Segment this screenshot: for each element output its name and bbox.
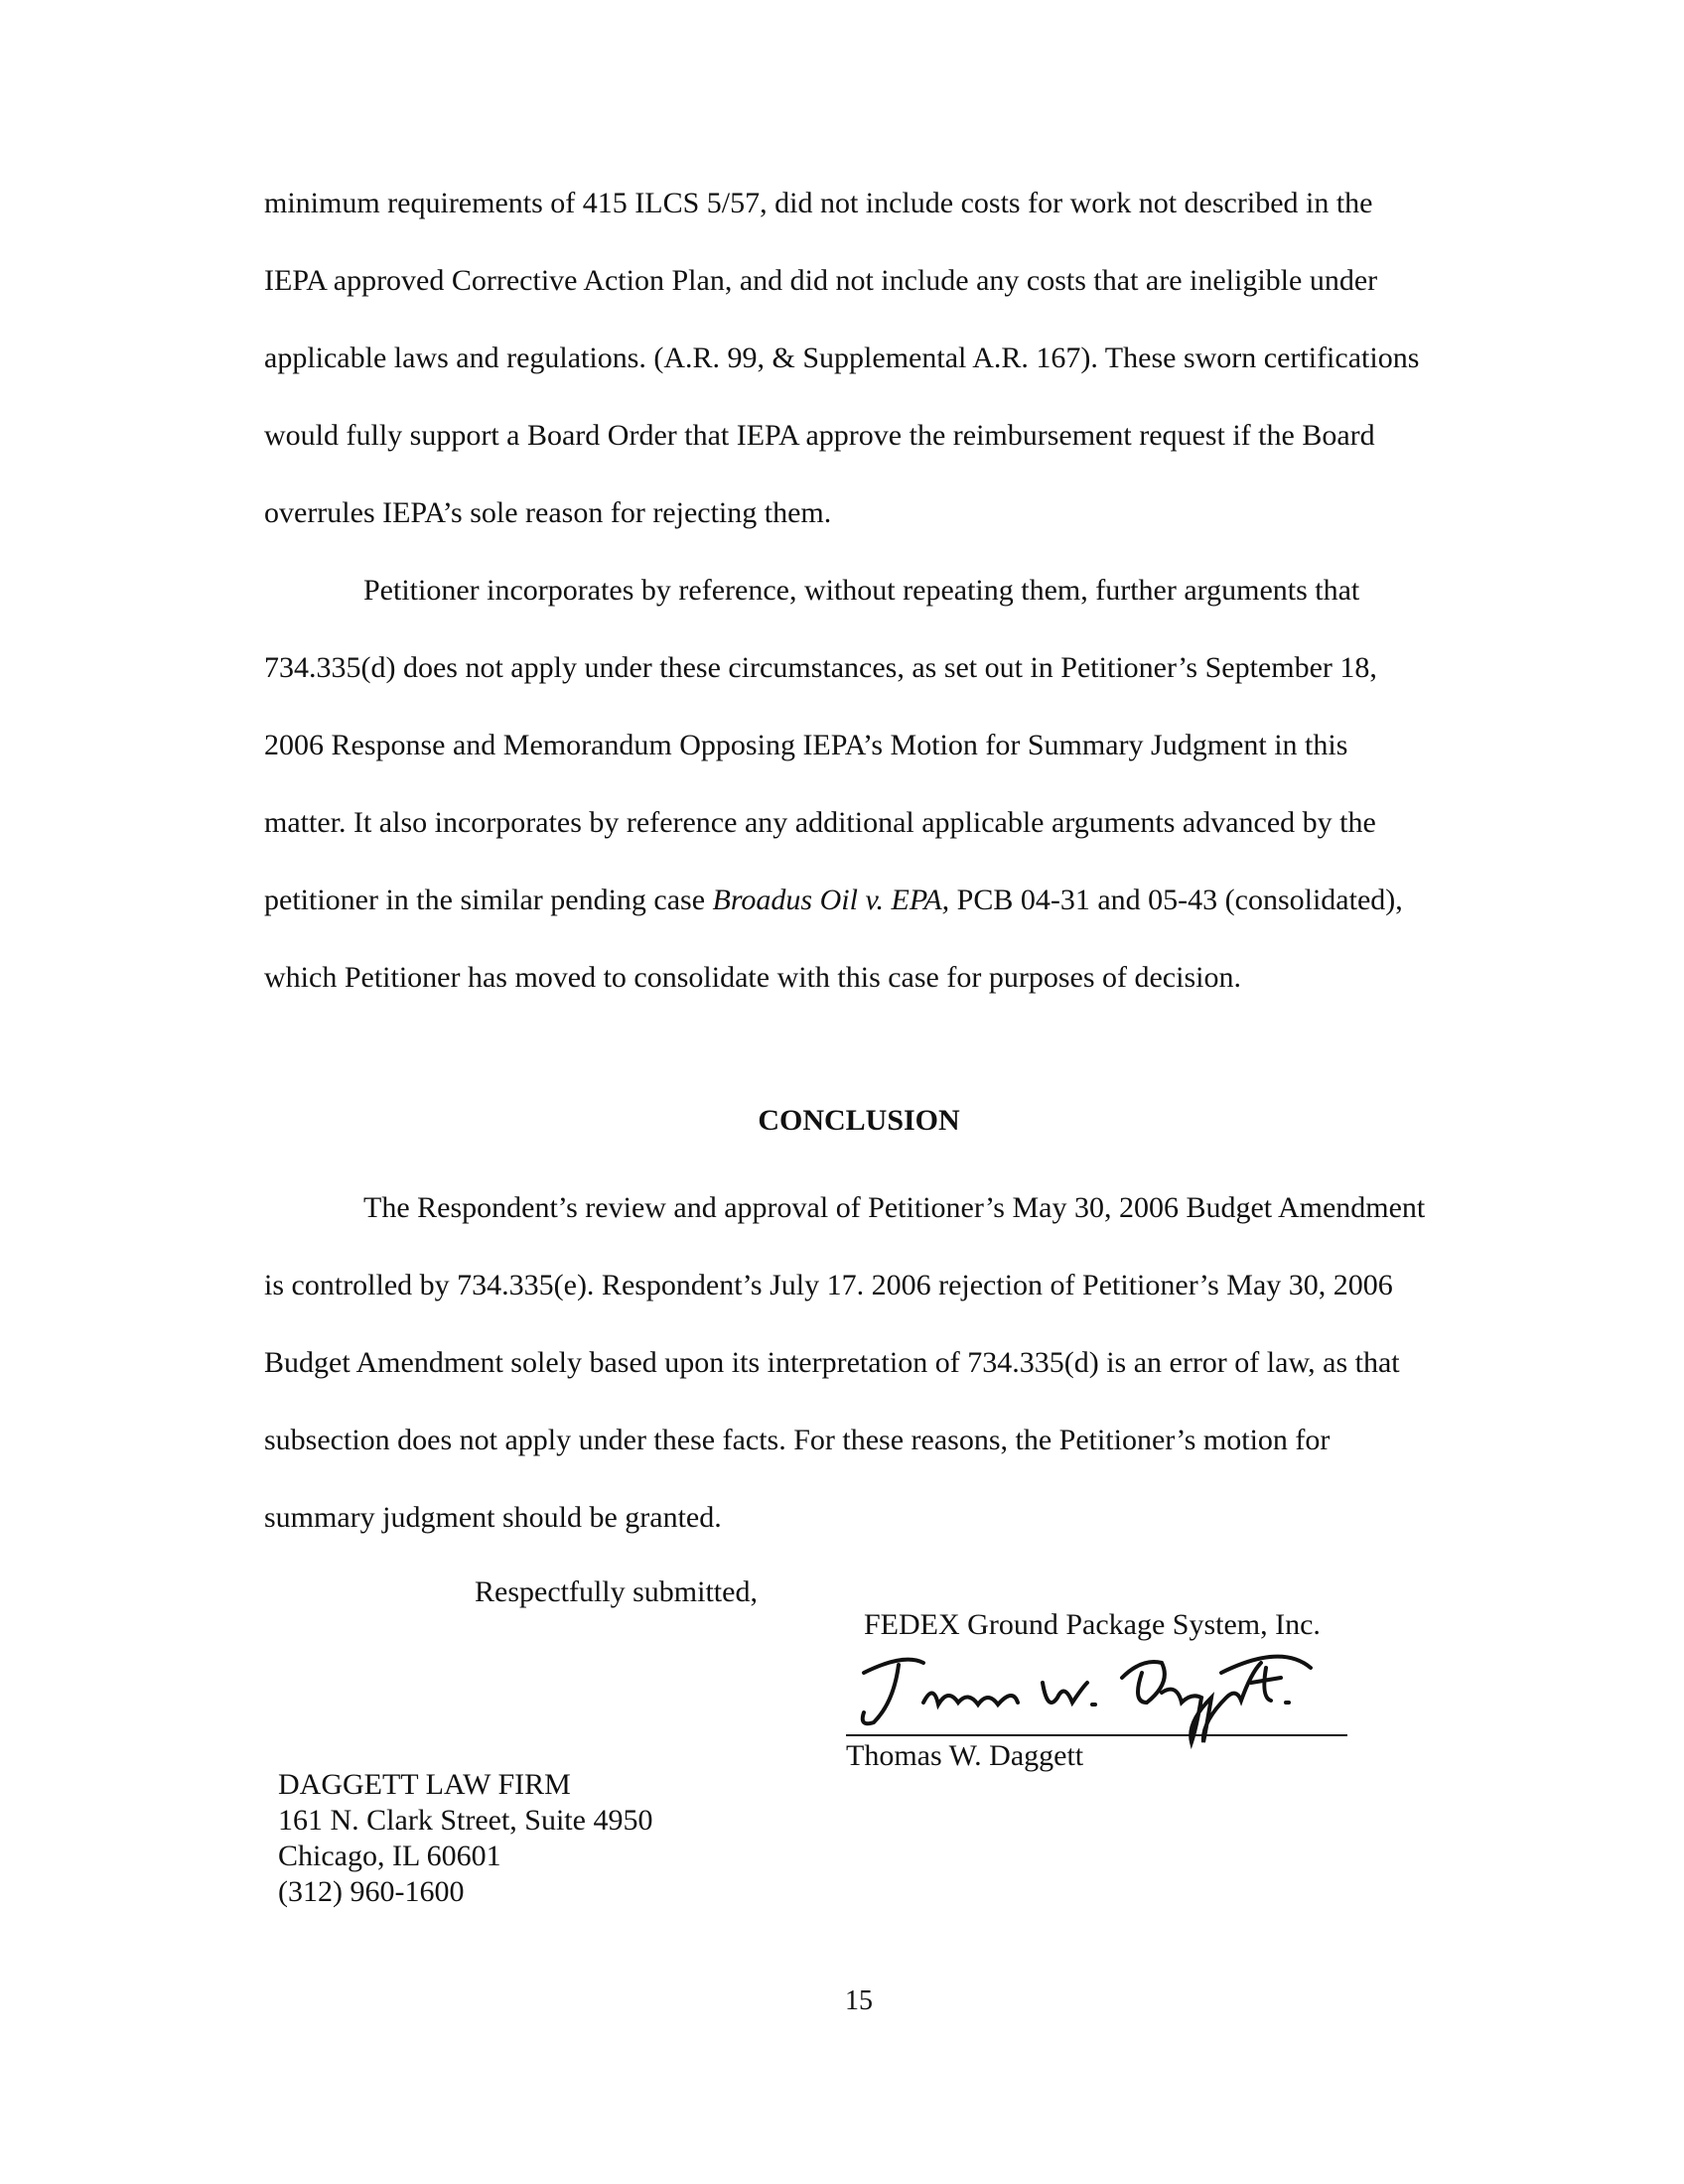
paragraph-text: PCB 04-31 and 05-43 (consolidated), which Petitioner has moved to consolidate with this case for purposes of decision. bbox=[264, 884, 1403, 994]
paragraph-text: Petitioner incorporates by reference, without repeating them, further arguments that 734.335(d) does not apply under these circumstances, as set out in Petitioner’s September 18, 2006 Response and Memorandum Opposing IEPA’s Motion for Summary Judgment in this matter. It also incorporates by reference any additional applicable arguments advanced by the petitioner in the similar pending case bbox=[264, 574, 1377, 916]
firm-address-block bbox=[278, 1767, 652, 1910]
company-name: FEDEX Ground Package System, Inc. bbox=[864, 1608, 1321, 1641]
closing: Respectfully submitted, bbox=[475, 1575, 758, 1608]
firm-name: DAGGETT LAW FIRM bbox=[278, 1768, 571, 1801]
signature-line bbox=[846, 1734, 1347, 1736]
page-number: 15 bbox=[845, 1985, 873, 2016]
firm-city: Chicago, IL 60601 bbox=[278, 1840, 501, 1872]
paragraph-certifications: minimum requirements of 415 ILCS 5/57, did not include costs for work not described in the IEPA approved Corrective Action Plan, and did not include any costs that are ineligible under applicable laws and regulations. (A.R. 99, & Supplemental A.R. 167). These sworn certifications would fully support a Board Order that IEPA approve the reimbursement request if the Board overrules IEPA’s sole reason for rejecting them. bbox=[264, 187, 1420, 529]
paragraph-conclusion: The Respondent’s review and approval of Petitioner’s May 30, 2006 Budget Amendment is controlled by 734.335(e). Respondent’s July 17. 2006 rejection of Petitioner’s May 30, 2006 Budget Amendment solely based upon its interpretation of 734.335(d) is an error of law, as that subsection does not apply under these facts. For these reasons, the Petitioner’s motion for summary judgment should be granted. bbox=[264, 1191, 1426, 1534]
conclusion-heading: CONCLUSION bbox=[758, 1104, 960, 1137]
signer-name: Thomas W. Daggett bbox=[846, 1739, 1084, 1772]
paragraph-incorporation bbox=[264, 552, 1426, 1017]
firm-phone: (312) 960-1600 bbox=[278, 1875, 465, 1908]
firm-street: 161 N. Clark Street, Suite 4950 bbox=[278, 1804, 653, 1837]
case-citation: Broadus Oil v. EPA, bbox=[712, 884, 950, 916]
